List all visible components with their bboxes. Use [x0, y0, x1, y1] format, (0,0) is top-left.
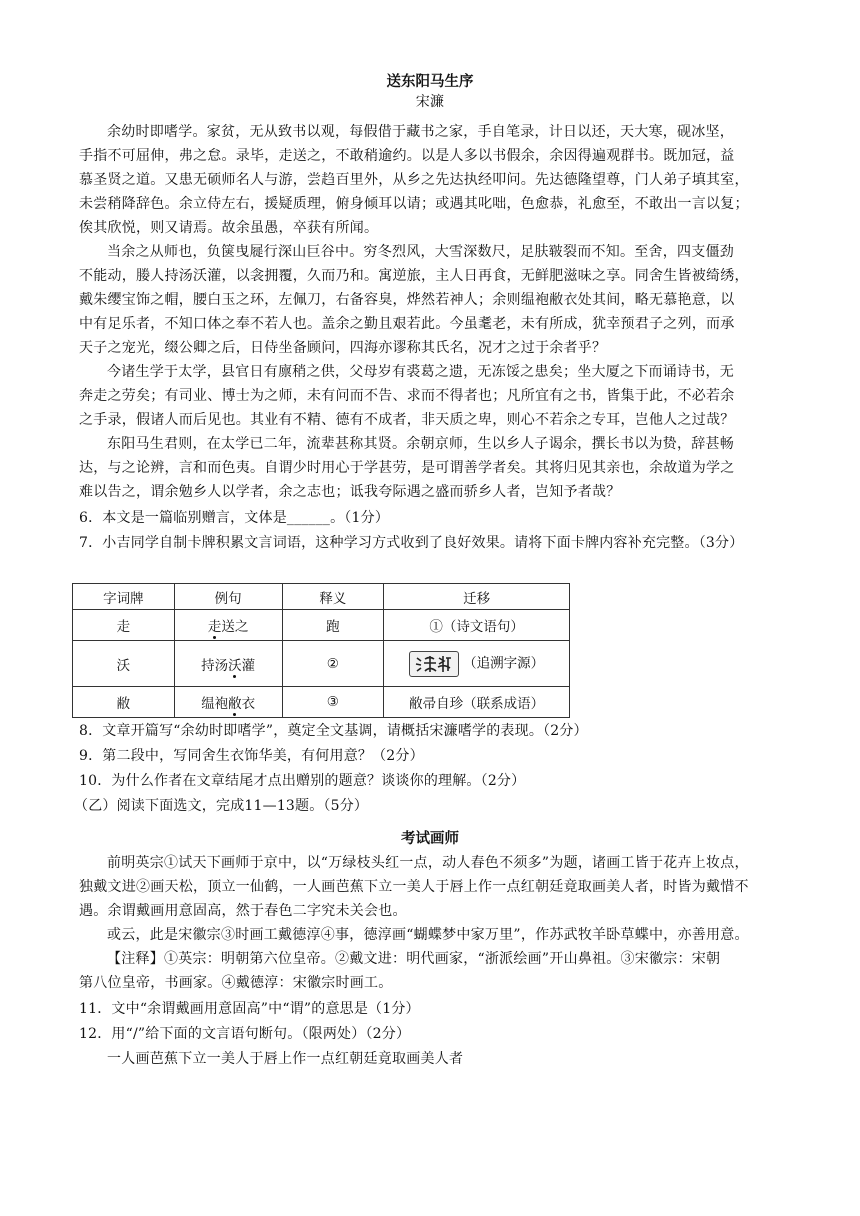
seal-script-glyph-icon [410, 652, 458, 676]
card-word: 走 [73, 610, 175, 641]
passage-line: 天子之宠光，缀公卿之后，日侍坐备顾问，四海亦谬称其氏名，况才之过于余者乎？ [79, 340, 607, 356]
card-meaning: ③ [282, 687, 384, 718]
example-pre: 持汤 [201, 657, 229, 674]
passage-line: 之手录，假诸人而后见也。其业有不精、德有不成者，非天质之卑，则心不若余之专耳，岂他人之过哉？ [79, 412, 735, 428]
annotation-line: 第八位皇帝，书画家。④戴德淳：宋徽宗时画工。 [79, 975, 393, 991]
card-word: 沃 [73, 641, 175, 687]
table-header-row [73, 584, 570, 610]
example-post: 送之 [221, 619, 249, 635]
passage-title: 送东阳马生序 [386, 73, 474, 90]
card-transfer: ①（诗文语句） [384, 610, 570, 641]
example-post: 灌 [241, 657, 256, 674]
question-7: 7．小吉同学自制卡牌积累文言词语，这种学习方式收到了良好效果。请将下面卡牌内容补充完整。（3分） [79, 535, 744, 551]
passage-line: 未尝稍降辞色。余立侍左右，援疑质理，俯身倾耳以请；或遇其叱咄，色愈恭，礼愈至，不敢出一言以复； [79, 196, 749, 212]
passage-line: 奔走之劳矣；有司业、博士为之师，未有问而不告、求而不得者也；凡所宜有之书，皆集于此，不必若余 [79, 388, 735, 404]
example-pre: 缊袍 [201, 696, 229, 712]
card-example [174, 641, 282, 687]
word-card-table [72, 583, 570, 718]
question-10: 10．为什么作者在文章结尾才点出赠别的题意？谈谈你的理解。（2分） [79, 773, 526, 789]
example-key-char: 敝 [228, 692, 242, 712]
passage-line: 慕圣贤之道。又患无硕师名人与游，尝趋百里外，从乡之先达执经叩问。先达德隆望尊，门人弟子填其室， [79, 172, 749, 188]
table-header-cell: 迁移 [384, 584, 570, 610]
passage2-line: 遇。余谓戴画用意固高，然于春色二字究未关会也。 [79, 903, 407, 919]
passage-line: 不能动，媵人持汤沃灌，以衾拥覆，久而乃和。寓逆旅，主人日再食，无鲜肥滋味之享。同舍生皆被绮绣， [79, 268, 749, 284]
passage2-line: 或云，此是宋徽宗③时画工戴德淳④事，德淳画“蝴蝶梦中家万里”，作苏武牧羊卧草蝶中，亦善用意。 [107, 927, 749, 943]
question-8: 8．文章开篇写“余幼时即嗜学”，奠定全文基调，请概括宋濂嗜学的表现。（2分） [79, 723, 588, 739]
table-row [73, 687, 570, 718]
passage-line: 达，与之论辨，言和而色夷。自谓少时用心于学甚劳，是可谓善学者矣。其将归见其亲也，余故道为学之 [79, 460, 735, 476]
passage-author: 宋濂 [415, 94, 445, 110]
passage2-line: 独戴文进②画天松，顶立一仙鹤，一人画芭蕉下立一美人于唇上作一点红朝廷竟取画美人者，时皆为戴惜不 [79, 879, 749, 895]
passage-line: 当余之从师也，负箧曳屣行深山巨谷中。穷冬烈风，大雪深数尺，足肤皲裂而不知。至舍，四支僵劲 [107, 244, 734, 260]
passage2-line: 前明英宗①试天下画师于京中，以“万绿枝头红一点，动人春色不须多”为题，诸画工皆于花卉上妆点， [107, 855, 749, 871]
question-12-sentence: 一人画芭蕉下立一美人于唇上作一点红朝廷竟取画美人者 [107, 1051, 464, 1067]
passage-line: 俟其欣悦，则又请焉。故余虽愚，卒获有所闻。 [79, 220, 379, 236]
passage-line: 今诸生学于太学，县官日有廪稍之供，父母岁有裘葛之遗，无冻馁之患矣；坐大厦之下而诵诗书，无 [107, 364, 734, 380]
card-transfer: 敝帚自珍（联系成语） [384, 687, 570, 718]
question-12: 12．用“/”给下面的文言语句断句。（限两处）（2分） [79, 1026, 411, 1042]
question-6: 6．本文是一篇临别赠言，文体是______。（1分） [79, 510, 390, 526]
card-transfer [384, 641, 570, 687]
question-11: 11．文中“余谓戴画用意固高”中“谓”的意思是（1分） [79, 1001, 420, 1017]
table-header-cell: 例句 [174, 584, 282, 610]
passage2-title: 考试画师 [401, 830, 459, 847]
table-header-cell: 释义 [282, 584, 384, 610]
example-key-char: 走 [208, 615, 222, 635]
card-meaning: ② [282, 641, 384, 687]
card-example [174, 687, 282, 718]
passage-line: 难以告之，谓余勉乡人以学者，余之志也；诋我夸际遇之盛而骄乡人者，岂知予者哉？ [79, 484, 621, 500]
example-key-char: 沃 [228, 654, 242, 674]
annotation-line: 【注释】①英宗：明朝第六位皇帝。②戴文进：明代画家，“浙派绘画”开山鼻祖。③宋徽宗：宋朝 [107, 951, 721, 967]
card-word: 敝 [73, 687, 175, 718]
passage-line: 余幼时即嗜学。家贫，无从致书以观，每假借于藏书之家，手自笔录，计日以还，天大寒，砚冰坚， [107, 124, 734, 140]
passage-line: 手指不可屈伸，弗之怠。录毕，走送之，不敢稍逾约。以是人多以书假余，余因得遍观群书。既加冠，益 [79, 148, 735, 164]
table-row [73, 610, 570, 641]
passage-line: 东阳马生君则，在太学已二年，流辈甚称其贤。余朝京师，生以乡人子谒余，撰长书以为贽，辞甚畅 [107, 436, 734, 452]
card-meaning: 跑 [282, 610, 384, 641]
question-9: 9．第二段中，写同舍生衣饰华美，有何用意？（2分） [79, 748, 424, 764]
transfer-text: （追溯字源） [463, 655, 545, 671]
table-header-cell: 字词牌 [73, 584, 175, 610]
card-example [174, 610, 282, 641]
passage-line: 戴朱缨宝饰之帽，腰白玉之环，左佩刀，右备容臭，烨然若神人；余则缊袍敝衣处其间，略无慕艳意，以 [79, 292, 735, 308]
ancient-glyph-image [409, 651, 459, 677]
example-post: 衣 [241, 696, 256, 712]
section-b-heading: （乙）阅读下面选文，完成11—13题。（5分） [74, 798, 369, 814]
table-row [73, 641, 570, 687]
passage-line: 中有足乐者，不知口体之奉不若人也。盖余之勤且艰若此。今虽耄老，未有所成，犹幸预君子之列，而承 [79, 316, 735, 332]
